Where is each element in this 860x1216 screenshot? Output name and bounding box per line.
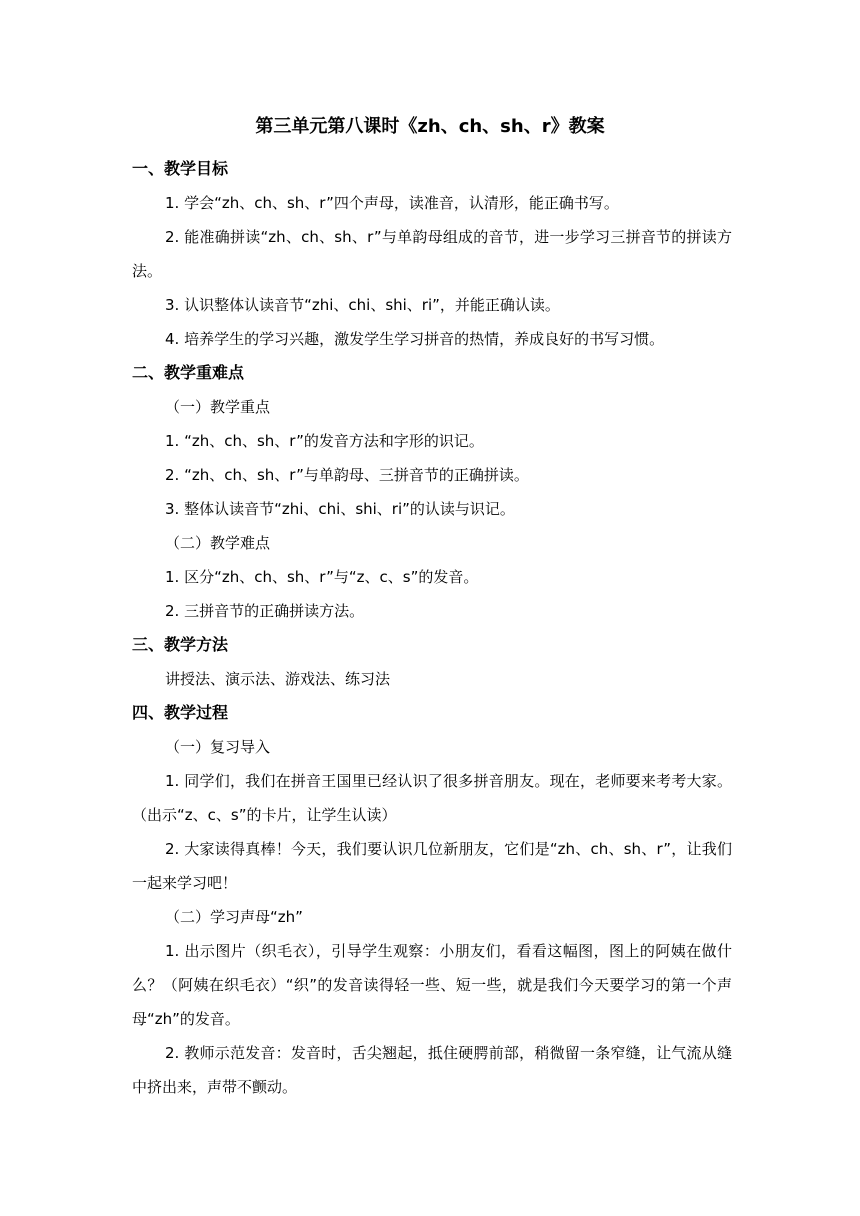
methods-text: 讲授法、演示法、游戏法、练习法 bbox=[165, 670, 391, 688]
section-heading-methods: 三、教学方法 bbox=[132, 635, 229, 654]
document-body bbox=[132, 152, 732, 1104]
objective-item: 3. 认识整体认读音节“zhi、chi、shi、ri”，并能正确认读。 bbox=[165, 296, 560, 314]
key-point-item: 2. “zh、ch、sh、r”与单韵母、三拼音节的正确拼读。 bbox=[165, 466, 529, 484]
key-point-item: 3. 整体认读音节“zhi、chi、shi、ri”的认读与识记。 bbox=[165, 500, 515, 518]
section-heading-key-points: 二、教学重难点 bbox=[132, 363, 245, 382]
process-paragraph: 1. 同学们，我们在拼音王国里已经认识了很多拼音朋友。现在，老师要来考考大家。（出示“z、c、s”的卡片，让学生认读） bbox=[132, 772, 732, 824]
subheading-difficulties: （二）教学难点 bbox=[165, 534, 271, 552]
subheading-review: （一）复习导入 bbox=[165, 738, 271, 756]
objective-item: 4. 培养学生的学习兴趣，激发学生学习拼音的热情，养成良好的书写习惯。 bbox=[165, 330, 665, 348]
difficulty-item: 1. 区分“zh、ch、sh、r”与“z、c、s”的发音。 bbox=[165, 568, 479, 586]
difficulty-item: 2. 三拼音节的正确拼读方法。 bbox=[165, 602, 365, 620]
subheading-key-points: （一）教学重点 bbox=[165, 398, 271, 416]
process-paragraph: 2. 大家读得真棒！今天，我们要认识几位新朋友，它们是“zh、ch、sh、r”，让我们一起来学习吧！ bbox=[132, 840, 732, 892]
document-title: 第三单元第八课时《zh、ch、sh、r》教案 bbox=[255, 116, 605, 137]
objective-item: 1. 学会“zh、ch、sh、r”四个声母，读准音，认清形，能正确书写。 bbox=[165, 194, 619, 212]
section-heading-objectives: 一、教学目标 bbox=[132, 159, 229, 178]
subheading-learn-zh: （二）学习声母“zh” bbox=[165, 908, 303, 926]
process-paragraph: 2. 教师示范发音：发音时，舌尖翘起，抵住硬腭前部，稍微留一条窄缝，让气流从缝中挤出来，声带不颤动。 bbox=[132, 1044, 732, 1096]
objective-item: 2. 能准确拼读“zh、ch、sh、r”与单韵母组成的音节，进一步学习三拼音节的拼读方法。 bbox=[132, 228, 732, 280]
process-paragraph: 1. 出示图片（织毛衣），引导学生观察：小朋友们，看看这幅图，图上的阿姨在做什么？（阿姨在织毛衣）“织”的发音读得轻一些、短一些，就是我们今天要学习的第一个声母“zh”的发音。 bbox=[132, 942, 732, 1028]
section-heading-process: 四、教学过程 bbox=[132, 703, 229, 722]
key-point-item: 1. “zh、ch、sh、r”的发音方法和字形的识记。 bbox=[165, 432, 484, 450]
